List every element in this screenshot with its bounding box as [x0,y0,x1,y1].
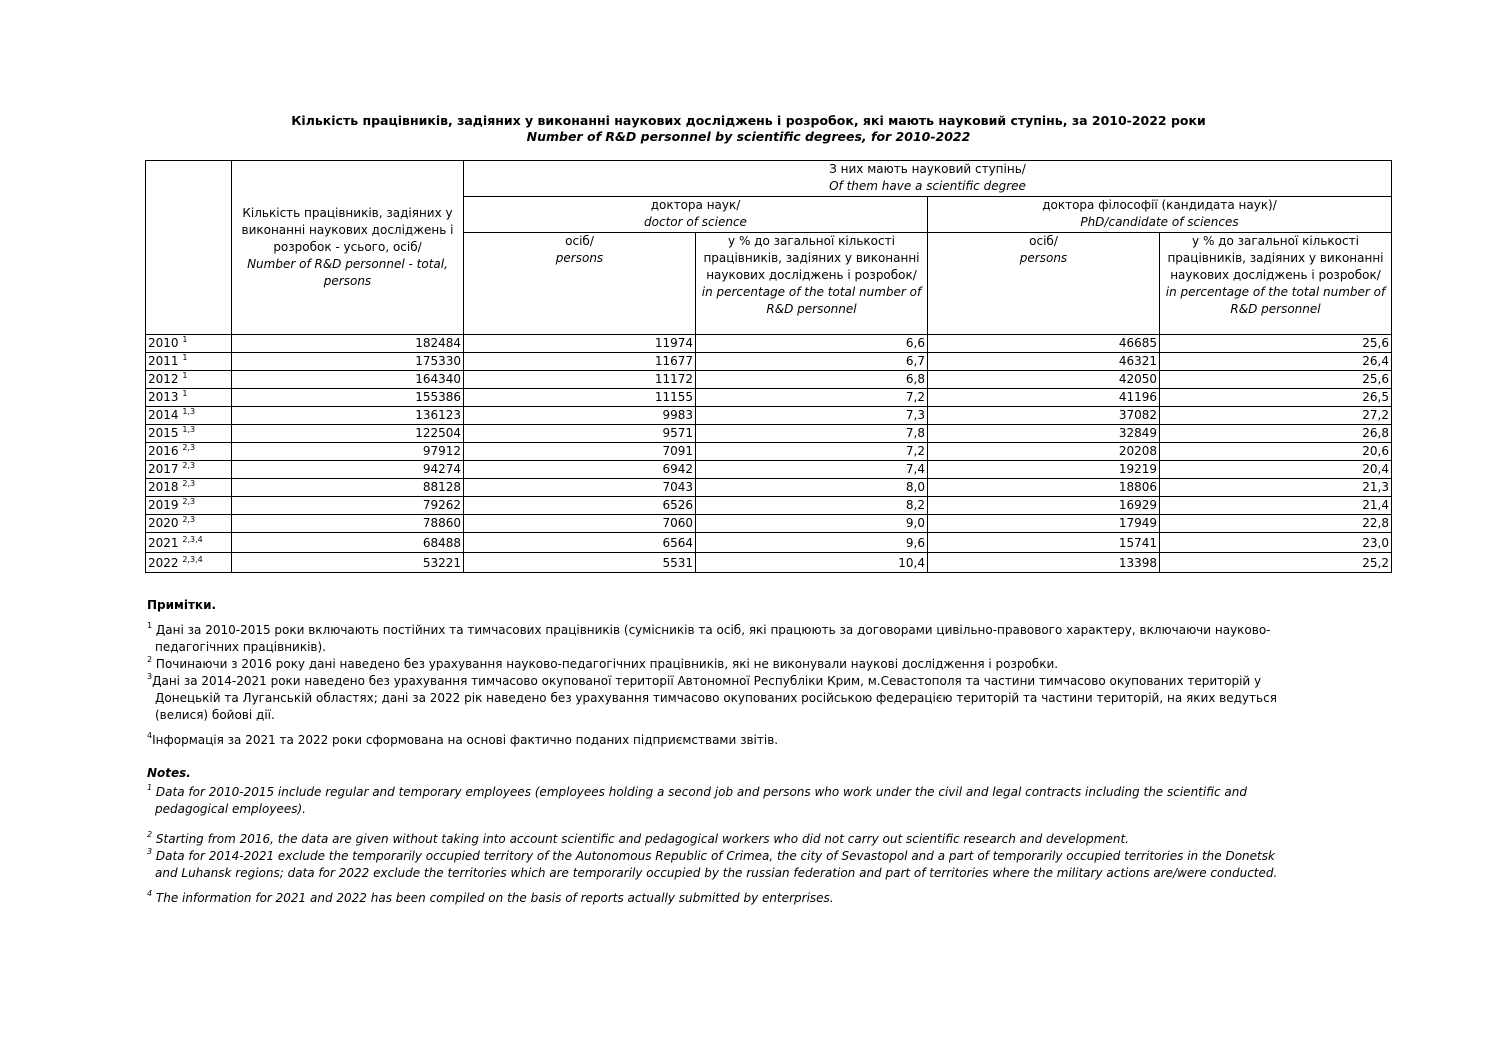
title-ukrainian: Кількість працівників, задіяних у виконанні наукових досліджень і розробок, які мають науковий ступінь, за 2010-2022 роки [291,113,1206,128]
year-cell: 2013 $^1$ [146,389,232,407]
cell-total: 94274 [232,461,464,479]
cell-total: 136123 [232,407,464,425]
year-cell: 2014 $^{1,3}$ [146,407,232,425]
cell-phd-pct: 25,6 [1160,335,1392,353]
cell-doc: 5531 [464,553,696,573]
table-row [146,389,1392,407]
cell-phd: 32849 [928,425,1160,443]
cell-doc-pct: 7,3 [696,407,928,425]
table-row [146,479,1392,497]
cell-doc: 7043 [464,479,696,497]
notes-english: Notes. $^1$ Data for 2010-2015 include regular and temporary employees (employees holding a second job and persons who work under the civil and legal contracts including the scientific and pedagogical employees). $^2$ Starting from 2016, the data are given without taking into account scientific and pedagogical workers who did not carry out scientific research and development. $^3$ Data for 2014-2021 exclude the temporarily occupied territory of the Autonomous Republic of Crimea, the city of Sevastopol and a part of temporarily occupied territories in the Donetsk and Luhansk regions; data for 2022 exclude the territories which are temporarily occupied by the russian federation and part of territories where the military actions are/were conducted. $^4$ The information for 2021 and 2022 has been compiled on the basis of reports actually submitted by enterprises. [147,765,1377,907]
cell-total: 122504 [232,425,464,443]
cell-doc-pct: 7,4 [696,461,928,479]
cell-phd: 16929 [928,497,1160,515]
cell-phd: 37082 [928,407,1160,425]
cell-phd: 46685 [928,335,1160,353]
cell-phd-pct: 26,8 [1160,425,1392,443]
note-1-en: Data for 2010-2015 include regular and temporary employees (employees holding a second job and persons who work under the civil and legal contracts including the scientific and [155,785,1247,799]
cell-total: 175330 [232,353,464,371]
cell-doc-pct: 8,0 [696,479,928,497]
cell-total: 88128 [232,479,464,497]
cell-doc: 9571 [464,425,696,443]
table-row [146,353,1392,371]
cell-phd: 41196 [928,389,1160,407]
header-doctor: доктора наук/ doctor of science [464,197,928,233]
cell-total: 97912 [232,443,464,461]
cell-doc-pct: 6,6 [696,335,928,353]
cell-phd: 17949 [928,515,1160,533]
cell-phd: 46321 [928,353,1160,371]
header-blank-cell [146,161,232,335]
cell-doc: 11172 [464,371,696,389]
cell-phd-pct: 20,6 [1160,443,1392,461]
note-1-uk: Дані за 2010-2015 роки включають постійних та тимчасових працівників (сумісників та осіб, які працюють за договорами цивільно-правового характеру, включаючи науково- [155,623,1271,637]
year-cell: 2020 $^{2,3}$ [146,515,232,533]
cell-doc: 11677 [464,353,696,371]
table-row [146,335,1392,353]
cell-doc-pct: 8,2 [696,497,928,515]
notes-ukrainian: Примітки. $^1$ Дані за 2010-2015 роки включають постійних та тимчасових працівників (сумісників та осіб, які працюють за договорами цивільно-правового характеру, включаючи науково- педагогічних працівників). $^2$ Починаючи з 2016 року дані наведено без урахування науково-педагогічних працівників, які не виконували наукові дослідження і розробки. $^3$Дані за 2014-2021 роки наведено без урахування тимчасово окупованої території Автономної Республіки Крим, м.Севастополя та частини тимчасово окупованих територій у Донецькій та Луганській областях; дані за 2022 рік наведено без урахування тимчасово окупованих російською федерацією територій та частини територій, на яких ведуться (велися) бойові дії. $^4$Інформація за 2021 та 2022 роки сформована на основі фактично поданих підприємствами звітів. [147,597,1377,749]
table-row [146,461,1392,479]
cell-doc: 11974 [464,335,696,353]
cell-doc-pct: 7,8 [696,425,928,443]
cell-doc-pct: 7,2 [696,389,928,407]
cell-total: 164340 [232,371,464,389]
cell-phd: 13398 [928,553,1160,573]
year-cell: 2015 $^{1,3}$ [146,425,232,443]
title-english: Number of R&D personnel by scientific degrees, for 2010-2022 [526,129,971,144]
cell-doc-pct: 10,4 [696,553,928,573]
year-cell: 2010 $^1$ [146,335,232,353]
cell-phd-pct: 26,5 [1160,389,1392,407]
table-row [146,407,1392,425]
notes-heading-uk: Примітки. [147,598,217,612]
cell-phd-pct: 20,4 [1160,461,1392,479]
header-phd-percent: у % до загальної кількості працівників, задіяних у виконанні наукових досліджень і розробок/ in percentage of the total number of R&D personnel [1160,233,1392,335]
table-row [146,553,1392,573]
note-2-en: Starting from 2016, the data are given without taking into account scientific and pedagogical workers who did not carry out scientific research and development. [155,832,1129,846]
cell-doc: 11155 [464,389,696,407]
year-cell: 2019 $^{2,3}$ [146,497,232,515]
header-group: З них мають науковий ступінь/ Of them have a scientific degree [464,161,1392,197]
cell-doc-pct: 9,0 [696,515,928,533]
year-cell: 2011 $^1$ [146,353,232,371]
cell-phd: 18806 [928,479,1160,497]
table-row [146,443,1392,461]
cell-total: 78860 [232,515,464,533]
cell-doc: 6942 [464,461,696,479]
cell-total: 53221 [232,553,464,573]
cell-phd-pct: 25,2 [1160,553,1392,573]
cell-phd: 15741 [928,533,1160,553]
cell-total: 79262 [232,497,464,515]
cell-total: 68488 [232,533,464,553]
table-row [146,533,1392,553]
note-4-uk: Інформація за 2021 та 2022 роки сформована на основі фактично поданих підприємствами звітів. [152,733,779,747]
year-cell: 2012 $^1$ [146,371,232,389]
cell-doc: 9983 [464,407,696,425]
table-row [146,497,1392,515]
cell-total: 182484 [232,335,464,353]
cell-total: 155386 [232,389,464,407]
note-3-en: Data for 2014-2021 exclude the temporarily occupied territory of the Autonomous Republic of Crimea, the city of Sevastopol and a part of temporarily occupied territories in the Donetsk [155,849,1275,863]
cell-phd: 20208 [928,443,1160,461]
rd-personnel-table [145,160,1392,573]
header-total: Кількість працівників, задіяних у виконанні наукових досліджень і розробок - усього, осіб/ Number of R&D personnel - total, persons [232,161,464,335]
cell-phd-pct: 23,0 [1160,533,1392,553]
header-doctor-percent: у % до загальної кількості працівників, задіяних у виконанні наукових досліджень і розробок/ in percentage of the total number of R&D personnel [696,233,928,335]
table-row [146,371,1392,389]
cell-phd-pct: 27,2 [1160,407,1392,425]
cell-phd: 19219 [928,461,1160,479]
cell-doc: 7060 [464,515,696,533]
year-cell: 2018 $^{2,3}$ [146,479,232,497]
year-cell: 2016 $^{2,3}$ [146,443,232,461]
page-title [0,113,1497,145]
year-cell: 2021 $^{2,3,4}$ [146,533,232,553]
cell-phd-pct: 21,4 [1160,497,1392,515]
header-phd-persons: осіб/ persons [928,233,1160,335]
cell-doc-pct: 9,6 [696,533,928,553]
cell-phd-pct: 21,3 [1160,479,1392,497]
cell-doc: 6526 [464,497,696,515]
cell-doc-pct: 6,8 [696,371,928,389]
cell-doc: 7091 [464,443,696,461]
cell-doc: 6564 [464,533,696,553]
header-doctor-persons: осіб/ persons [464,233,696,335]
note-2-uk: Починаючи з 2016 року дані наведено без урахування науково-педагогічних працівників, які не виконували наукові дослідження і розробки. [155,657,1059,671]
note-3-uk: Дані за 2014-2021 роки наведено без урахування тимчасово окупованої території Автономної Республіки Крим, м.Севастополя та частини тимчасово окупованих територій у [152,674,1262,688]
table-row [146,425,1392,443]
cell-phd-pct: 25,6 [1160,371,1392,389]
header-phd: доктора філософії (кандидата наук)/ PhD/candidate of sciences [928,197,1392,233]
cell-doc-pct: 7,2 [696,443,928,461]
cell-phd-pct: 26,4 [1160,353,1392,371]
table-row [146,515,1392,533]
year-cell: 2017 $^{2,3}$ [146,461,232,479]
cell-phd: 42050 [928,371,1160,389]
cell-doc-pct: 6,7 [696,353,928,371]
year-cell: 2022 $^{2,3,4}$ [146,553,232,573]
note-4-en: The information for 2021 and 2022 has been compiled on the basis of reports actually submitted by enterprises. [155,891,834,905]
notes-heading-en: Notes. [147,766,191,780]
cell-phd-pct: 22,8 [1160,515,1392,533]
